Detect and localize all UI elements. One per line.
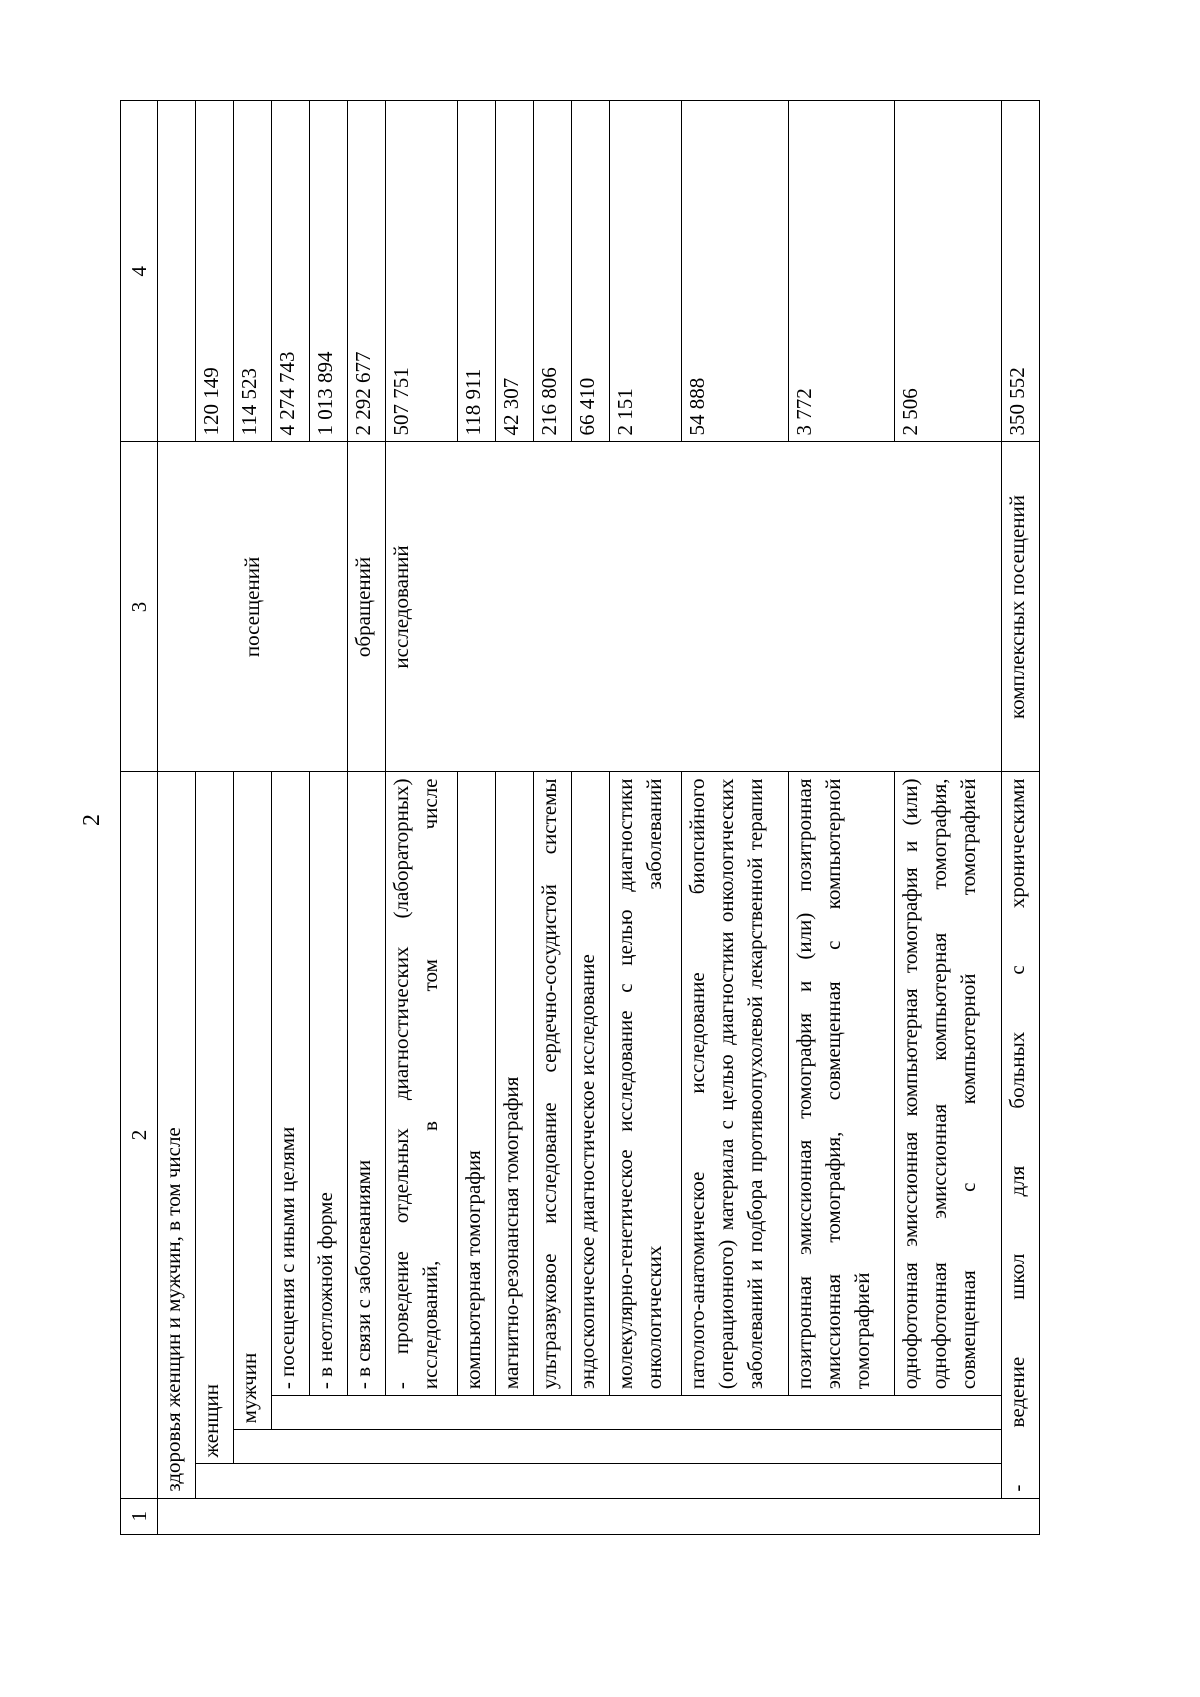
row-value: 42 307 bbox=[495, 101, 533, 442]
row-label: позитронная эмиссионная томография и (или) позитронная эмиссионная томография, совмещенная с компьютерной томографией bbox=[788, 772, 895, 1396]
row-label: мужчин bbox=[233, 772, 271, 1430]
row-value: 2 151 bbox=[609, 101, 681, 442]
table-row bbox=[609, 101, 681, 1535]
header-col-4: 4 bbox=[121, 101, 158, 442]
table-row bbox=[233, 101, 271, 1535]
table-row bbox=[271, 101, 309, 1535]
rotated-table-container bbox=[120, 100, 1040, 1535]
unit-cell: посещений bbox=[158, 442, 348, 772]
row-value: 120 149 bbox=[195, 101, 233, 442]
table-row bbox=[195, 101, 233, 1535]
row-value: 507 751 bbox=[385, 101, 457, 442]
unit-cell: исследований bbox=[385, 442, 1001, 772]
table-row bbox=[681, 101, 788, 1535]
table-row bbox=[347, 101, 385, 1535]
indent-cell bbox=[233, 1430, 1001, 1464]
data-table bbox=[120, 100, 1040, 1535]
row-value: 2 506 bbox=[895, 101, 1002, 442]
row-value: 350 552 bbox=[1001, 101, 1039, 442]
row-value: 1 013 894 bbox=[309, 101, 347, 442]
header-row bbox=[121, 101, 158, 1535]
table-row bbox=[158, 101, 196, 1535]
row-label: здоровья женщин и мужчин, в том числе bbox=[158, 772, 196, 1498]
row-label: патолого-анатомическое исследование биопсийного (операционного) материала с целью диагностики онкологических заболеваний и подбора противоопухолевой лекарственной терапии bbox=[681, 772, 788, 1396]
header-col-1: 1 bbox=[121, 1498, 158, 1534]
page-number: 2 bbox=[79, 814, 105, 826]
indent-cell bbox=[195, 1464, 1001, 1498]
row-label: - ведение школ для больных с хроническими bbox=[1001, 772, 1039, 1498]
row-number-cell bbox=[158, 1498, 1040, 1534]
row-value: 54 888 bbox=[681, 101, 788, 442]
table-row bbox=[309, 101, 347, 1535]
indent-cell bbox=[271, 1396, 1001, 1430]
table-row bbox=[571, 101, 609, 1535]
row-label: - в связи с заболеваниями bbox=[347, 772, 385, 1396]
row-label: компьютерная томография bbox=[457, 772, 495, 1396]
row-label: ультразвуковое исследование сердечно-сосудистой системы bbox=[533, 772, 571, 1396]
row-label: - в неотложной форме bbox=[309, 772, 347, 1396]
row-label: однофотонная эмиссионная компьютерная томография и (или) однофотонная эмиссионная компьютерная томография, совмещенная с компьютерной томографией bbox=[895, 772, 1002, 1396]
row-value: 114 523 bbox=[233, 101, 271, 442]
table-row bbox=[533, 101, 571, 1535]
row-value: 2 292 677 bbox=[347, 101, 385, 442]
row-label: - посещения с иными целями bbox=[271, 772, 309, 1396]
row-label: эндоскопическое диагностическое исследование bbox=[571, 772, 609, 1396]
row-label: - проведение отдельных диагностических (лабораторных) исследований, в том числе bbox=[385, 772, 457, 1396]
row-label: магнитно-резонансная томография bbox=[495, 772, 533, 1396]
unit-cell: комплексных посещений bbox=[1001, 442, 1039, 772]
row-value bbox=[158, 101, 196, 442]
row-value: 3 772 bbox=[788, 101, 895, 442]
table-row bbox=[788, 101, 895, 1535]
row-value: 216 806 bbox=[533, 101, 571, 442]
header-col-2: 2 bbox=[121, 772, 158, 1498]
table-row bbox=[457, 101, 495, 1535]
row-value: 66 410 bbox=[571, 101, 609, 442]
row-value: 4 274 743 bbox=[271, 101, 309, 442]
row-label: женщин bbox=[195, 772, 233, 1464]
unit-cell: обращений bbox=[347, 442, 385, 772]
row-label: молекулярно-генетическое исследование с целью диагностики онкологических заболеваний bbox=[609, 772, 681, 1396]
table-row bbox=[495, 101, 533, 1535]
table-row bbox=[385, 101, 457, 1535]
row-value: 118 911 bbox=[457, 101, 495, 442]
table-row bbox=[1001, 101, 1039, 1535]
table-row bbox=[895, 101, 1002, 1535]
header-col-3: 3 bbox=[121, 442, 158, 772]
